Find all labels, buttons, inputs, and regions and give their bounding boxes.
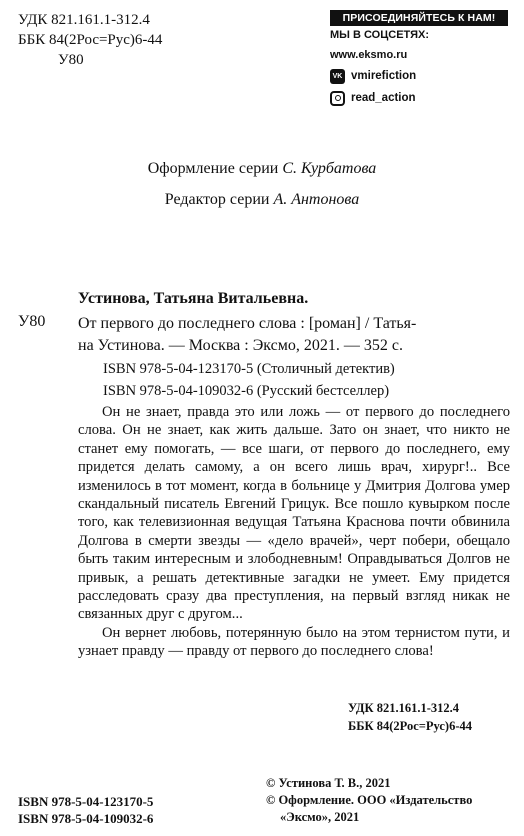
catalog-isbn-2: ISBN 978-5-04-109032-6 (Русский бестселлер)	[103, 383, 390, 399]
copyright-publisher: «Эксмо», 2021	[280, 810, 360, 824]
social-subtitle: МЫ В СОЦСЕТЯХ:	[330, 29, 430, 41]
catalog-isbn-1: ISBN 978-5-04-123170-5 (Столичный детектив)	[103, 361, 395, 377]
copyright-design: © Оформление. ООО «Издательство	[266, 793, 473, 807]
author-mark: У80	[58, 52, 84, 68]
series-editor-name: А. Антонова	[273, 191, 360, 208]
site-link[interactable]: www.eksmo.ru	[330, 49, 408, 61]
catalog-author: Устинова, Татьяна Витальевна.	[78, 290, 309, 307]
vk-row[interactable]	[330, 65, 508, 87]
isbn-bottom-2: ISBN 978-5-04-109032-6	[18, 811, 154, 826]
social-block	[330, 10, 508, 109]
footer-udk: УДК 821.161.1-312.4	[348, 701, 459, 715]
instagram-handle[interactable]: read_action	[351, 92, 416, 104]
series-editor-label: Редактор серии	[164, 191, 270, 208]
bbk-code: ББК 84(2Рос=Рус)6-44	[18, 32, 163, 48]
instagram-icon	[330, 91, 345, 106]
annotation-paragraph: Он не знает, правда это или ложь — от первого до последнего слова. Он не знает, как жить дальше. Зато он знает, что никто не станет ему помогать, — все шаги, от первого до последнего, ему придется делать самому, а он всего лишь врач, хирург!.. Все изменилось в тот момент, когда в больнице у Дмитрия Долгова умер скандальный писатель Евгений Грицук. Все пошло кувырком после того, как телевизионная ведущая Татьяна Краснова почти обвинила Долгова в смерти звезды — «дело врачей», черт побери, обещало быть таким интересным и злободневным! Оправдываться Долгов не привык, а решать детективные загадки не умеет. Ему придется расследовать сразу два преступления, на первый взгляд никак не связанных друг с другом...	[78, 404, 510, 623]
catalog-title	[78, 313, 508, 357]
series-design-credit	[0, 160, 524, 178]
annotation	[78, 403, 510, 661]
header-classification-codes	[18, 10, 162, 70]
annotation-paragraph: Он вернет любовь, потерянную было на этом тернистом пути, и узнает правду — правду от первого до последнего слова!	[78, 624, 510, 660]
series-design-name: С. Курбатова	[282, 160, 377, 177]
copyright-block	[266, 775, 512, 826]
vk-handle[interactable]: vmirefiction	[351, 70, 417, 82]
isbn-bottom	[18, 793, 153, 827]
isbn-bottom-1: ISBN 978-5-04-123170-5	[18, 794, 154, 809]
catalog-title-line: на Устинова. — Москва : Эксмо, 2021. — 352 с.	[78, 337, 403, 354]
join-us-banner: ПРИСОЕДИНЯЙТЕСЬ К НАМ!	[330, 10, 508, 26]
series-design-label: Оформление серии	[147, 160, 279, 177]
copyright-author: © Устинова Т. В., 2021	[266, 776, 391, 790]
udk-code: УДК 821.161.1-312.4	[18, 12, 150, 28]
instagram-row[interactable]	[330, 87, 508, 109]
series-editor-credit	[0, 191, 524, 209]
catalog-title-line: От первого до последнего слова : [роман] / Татья-	[78, 315, 417, 332]
footer-classification-codes	[348, 699, 472, 735]
vk-icon: VK	[330, 69, 345, 84]
catalog-code: У80	[18, 313, 46, 330]
footer-bbk: ББК 84(2Рос=Рус)6-44	[348, 719, 472, 733]
